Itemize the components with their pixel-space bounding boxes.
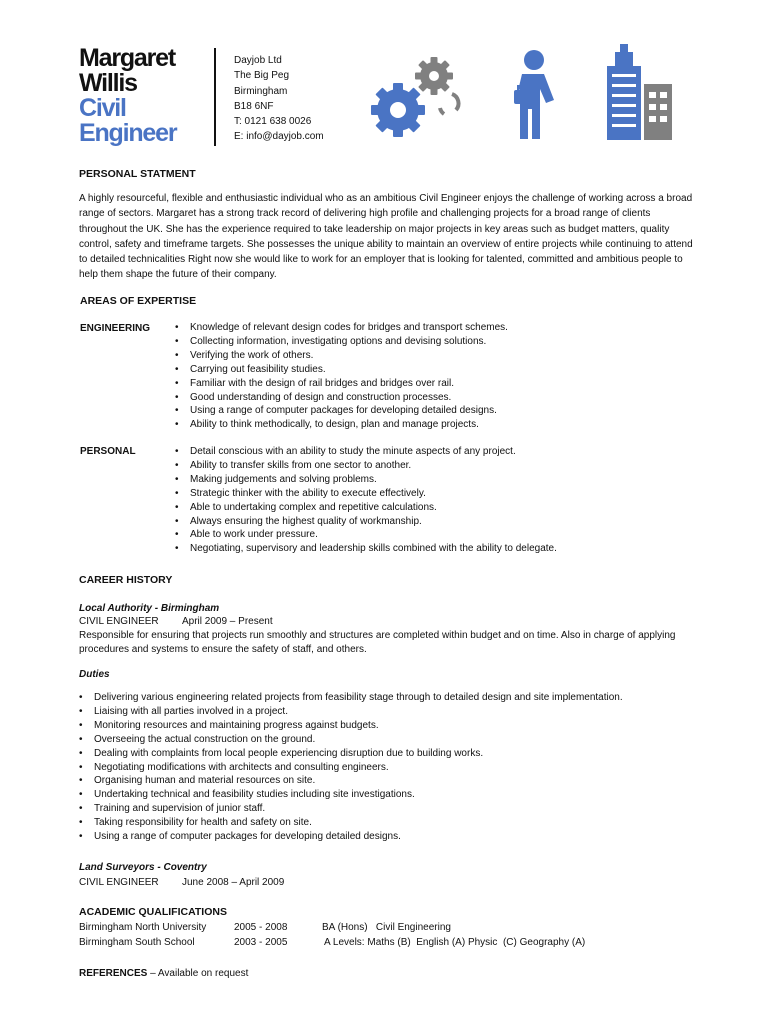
- list-item: • Ability to transfer skills from one sector to another.: [175, 459, 557, 473]
- list-item: • Organising human and material resources on site.: [79, 774, 623, 788]
- first-name: Margaret: [79, 44, 175, 72]
- job1-description: Responsible for ensuring that projects run smoothly and structures are completed within budget and on time. Also in charge of applying procedures and systems to ensure the safety of staff, and others.: [79, 630, 676, 655]
- personal-label: PERSONAL: [80, 446, 136, 457]
- job-title-line2: Engineer: [79, 119, 177, 147]
- list-item: • Liaising with all parties involved in a project.: [79, 705, 623, 719]
- engineering-label: ENGINEERING: [80, 323, 151, 334]
- duties-list: [79, 691, 623, 844]
- address-line: B18 6NF: [234, 100, 274, 112]
- references-heading: REFERENCES: [79, 968, 148, 979]
- list-item: • Able to work under pressure.: [175, 528, 557, 542]
- job-title-line1: Civil: [79, 94, 126, 122]
- name-title-block: [79, 46, 209, 146]
- academic-institution: Birmingham North University: [79, 922, 207, 933]
- list-item: • Familiar with the design of rail bridges and bridges over rail.: [175, 377, 508, 391]
- person-with-briefcase-icon: [514, 50, 554, 139]
- job2-dates: June 2008 – April 2009: [182, 877, 285, 888]
- career-history-heading: CAREER HISTORY: [79, 574, 173, 586]
- academic-qualification: A Levels: Maths (B) English (A) Physic (C) Geography (A): [324, 937, 586, 948]
- academic-years: 2003 - 2005: [234, 937, 288, 948]
- list-item: • Using a range of computer packages for developing detailed designs.: [175, 404, 508, 418]
- list-item: • Carrying out feasibility studies.: [175, 363, 508, 377]
- list-item: • Dealing with complaints from local people experiencing disruption due to building works.: [79, 747, 623, 761]
- list-item: • Collecting information, investigating options and devising solutions.: [175, 335, 508, 349]
- address-line: Birmingham: [234, 85, 288, 97]
- email-line: E: info@dayjob.com: [234, 131, 324, 143]
- phone-line: T: 0121 638 0026: [234, 116, 312, 128]
- list-item: • Taking responsibility for health and safety on site.: [79, 816, 623, 830]
- last-name: Willis: [79, 69, 137, 97]
- academic-years: 2005 - 2008: [234, 922, 288, 933]
- list-item: • Verifying the work of others.: [175, 349, 508, 363]
- personal-statement-heading: PERSONAL STATMENT: [79, 168, 196, 180]
- job1-dates: April 2009 – Present: [182, 616, 273, 627]
- list-item: • Knowledge of relevant design codes for bridges and transport schemes.: [175, 321, 508, 335]
- list-item: • Good understanding of design and construction processes.: [175, 391, 508, 405]
- list-item: • Always ensuring the highest quality of workmanship.: [175, 515, 557, 529]
- duties-label: Duties: [79, 669, 110, 680]
- list-item: • Strategic thinker with the ability to execute effectively.: [175, 487, 557, 501]
- list-item: • Monitoring resources and maintaining progress against budgets.: [79, 719, 623, 733]
- list-item: • Negotiating, supervisory and leadership skills combined with the ability to delegate.: [175, 542, 557, 556]
- address-line: Dayjob Ltd: [234, 55, 282, 66]
- references-line: [79, 968, 248, 979]
- address-line: The Big Peg: [234, 70, 290, 82]
- list-item: • Negotiating modifications with architects and consulting engineers.: [79, 761, 623, 775]
- academic-heading: ACADEMIC QUALIFICATIONS: [79, 906, 227, 918]
- references-text: – Available on request: [147, 968, 249, 979]
- gears-icon: [371, 57, 459, 137]
- personal-list: [175, 445, 557, 556]
- list-item: • Training and supervision of junior staff.: [79, 802, 623, 816]
- job2-employer: Land Surveyors - Coventry: [79, 862, 207, 873]
- engineering-list: [175, 321, 508, 432]
- academic-qualification: BA (Hons) Civil Engineering: [322, 922, 451, 933]
- list-item: • Using a range of computer packages for developing detailed designs.: [79, 830, 623, 844]
- header-divider: [214, 48, 216, 146]
- job1-role: CIVIL ENGINEER: [79, 616, 159, 627]
- header-illustrations: [368, 42, 678, 142]
- job1-employer: Local Authority - Birmingham: [79, 603, 220, 614]
- list-item: • Overseeing the actual construction on the ground.: [79, 733, 623, 747]
- contact-address: [234, 53, 324, 145]
- list-item: • Detail conscious with an ability to study the minute aspects of any project.: [175, 445, 557, 459]
- list-item: • Undertaking technical and feasibility studies including site investigations.: [79, 788, 623, 802]
- list-item: • Delivering various engineering related projects from feasibility stage through to detailed design and site implementation.: [79, 691, 623, 705]
- job2-role: CIVIL ENGINEER: [79, 877, 159, 888]
- personal-statement-text: A highly resourceful, flexible and enthusiastic individual who as an ambitious Civil Engineer enjoys the challenge of working across a broad range of sectors. Margaret has a strong track record of delivering high profile and challenging projects for a broad range of clients throughout the UK. She has the experience required to take leadership on major projects in key areas such as budget matters, quality control, safety and timeframe targets. She possesses the unique ability to maintain an overview of entire projects while continuing to attend to detailed technicalities Right now she would like to work for an employer that is looking for talented, committed and ambitious people to help them shape the future of their company.: [79, 193, 693, 281]
- list-item: • Ability to think methodically, to design, plan and manage projects.: [175, 418, 508, 432]
- expertise-heading: AREAS OF EXPERTISE: [80, 295, 197, 307]
- list-item: • Making judgements and solving problems.: [175, 473, 557, 487]
- academic-institution: Birmingham South School: [79, 937, 195, 948]
- buildings-icon: [607, 44, 672, 140]
- list-item: • Able to undertaking complex and repetitive calculations.: [175, 501, 557, 515]
